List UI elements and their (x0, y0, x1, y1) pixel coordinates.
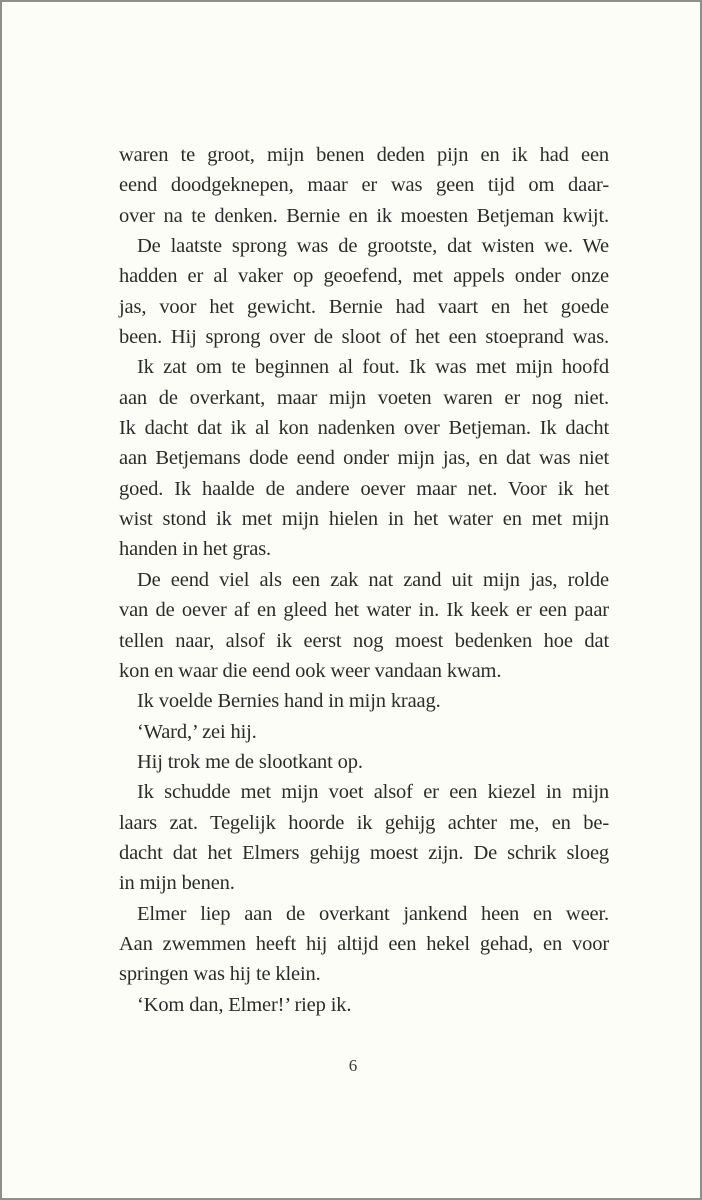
text-line: Aan zwemmen heeft hij altijd een hekel gehad, en voor (119, 932, 609, 955)
text-line: tellen naar, alsof ik eerst nog moest bedenken hoe dat (119, 629, 609, 652)
text-line: ‘Kom dan, Elmer!’ riep ik. (137, 993, 352, 1016)
body-text (119, 140, 609, 1020)
text-line: been. Hij sprong over de sloot of het een stoeprand was. (119, 326, 609, 349)
text-line: De eend viel als een zak nat zand uit mijn jas, rolde (137, 568, 609, 591)
text-line: waren te groot, mijn benen deden pijn en ik had een (119, 144, 609, 166)
text-line: eend doodgeknepen, maar er was geen tijd om daar- (119, 174, 609, 197)
text-line: ‘Ward,’ zei hij. (137, 720, 257, 743)
text-line: Elmer liep aan de overkant jankend heen en weer. (137, 902, 609, 925)
text-line: Hij trok me de slootkant op. (137, 750, 363, 773)
text-line: laars zat. Tegelijk hoorde ik gehijg achter me, en be- (119, 811, 609, 834)
text-line: wist stond ik met mijn hielen in het water en met mijn (119, 508, 609, 531)
text-line: goed. Ik haalde de andere oever maar net. Voor ik het (119, 477, 609, 500)
text-line: Ik schudde met mijn voet alsof er een kiezel in mijn (137, 781, 609, 804)
text-line: hadden er al vaker op geoefend, met appels onder onze (119, 265, 609, 288)
text-line: aan Betjemans dode eend onder mijn jas, en dat was niet (119, 447, 609, 470)
text-line: Ik voelde Bernies hand in mijn kraag. (137, 690, 441, 713)
text-line: jas, voor het gewicht. Bernie had vaart en het goede (119, 295, 609, 318)
text-line: dacht dat het Elmers gehijg moest zijn. De schrik sloeg (119, 841, 609, 864)
page-number: 6 (348, 1056, 358, 1075)
text-line: handen in het gras. (119, 538, 271, 561)
text-line: springen was hij te klein. (119, 963, 321, 986)
text-line: in mijn benen. (119, 872, 235, 895)
text-line: Ik dacht dat ik al kon nadenken over Betjeman. Ik dacht (119, 417, 609, 440)
text-line: van de oever af en gleed het water in. Ik keek er een paar (119, 599, 609, 622)
text-line: over na te denken. Bernie en ik moesten Betjeman kwijt. (119, 204, 609, 227)
text-line: Ik zat om te beginnen al fout. Ik was met mijn hoofd (137, 356, 609, 379)
text-line: aan de overkant, maar mijn voeten waren er nog niet. (119, 386, 609, 409)
text-line: De laatste sprong was de grootste, dat wisten we. We (137, 235, 609, 258)
text-line: kon en waar die eend ook weer vandaan kwam. (119, 659, 502, 682)
